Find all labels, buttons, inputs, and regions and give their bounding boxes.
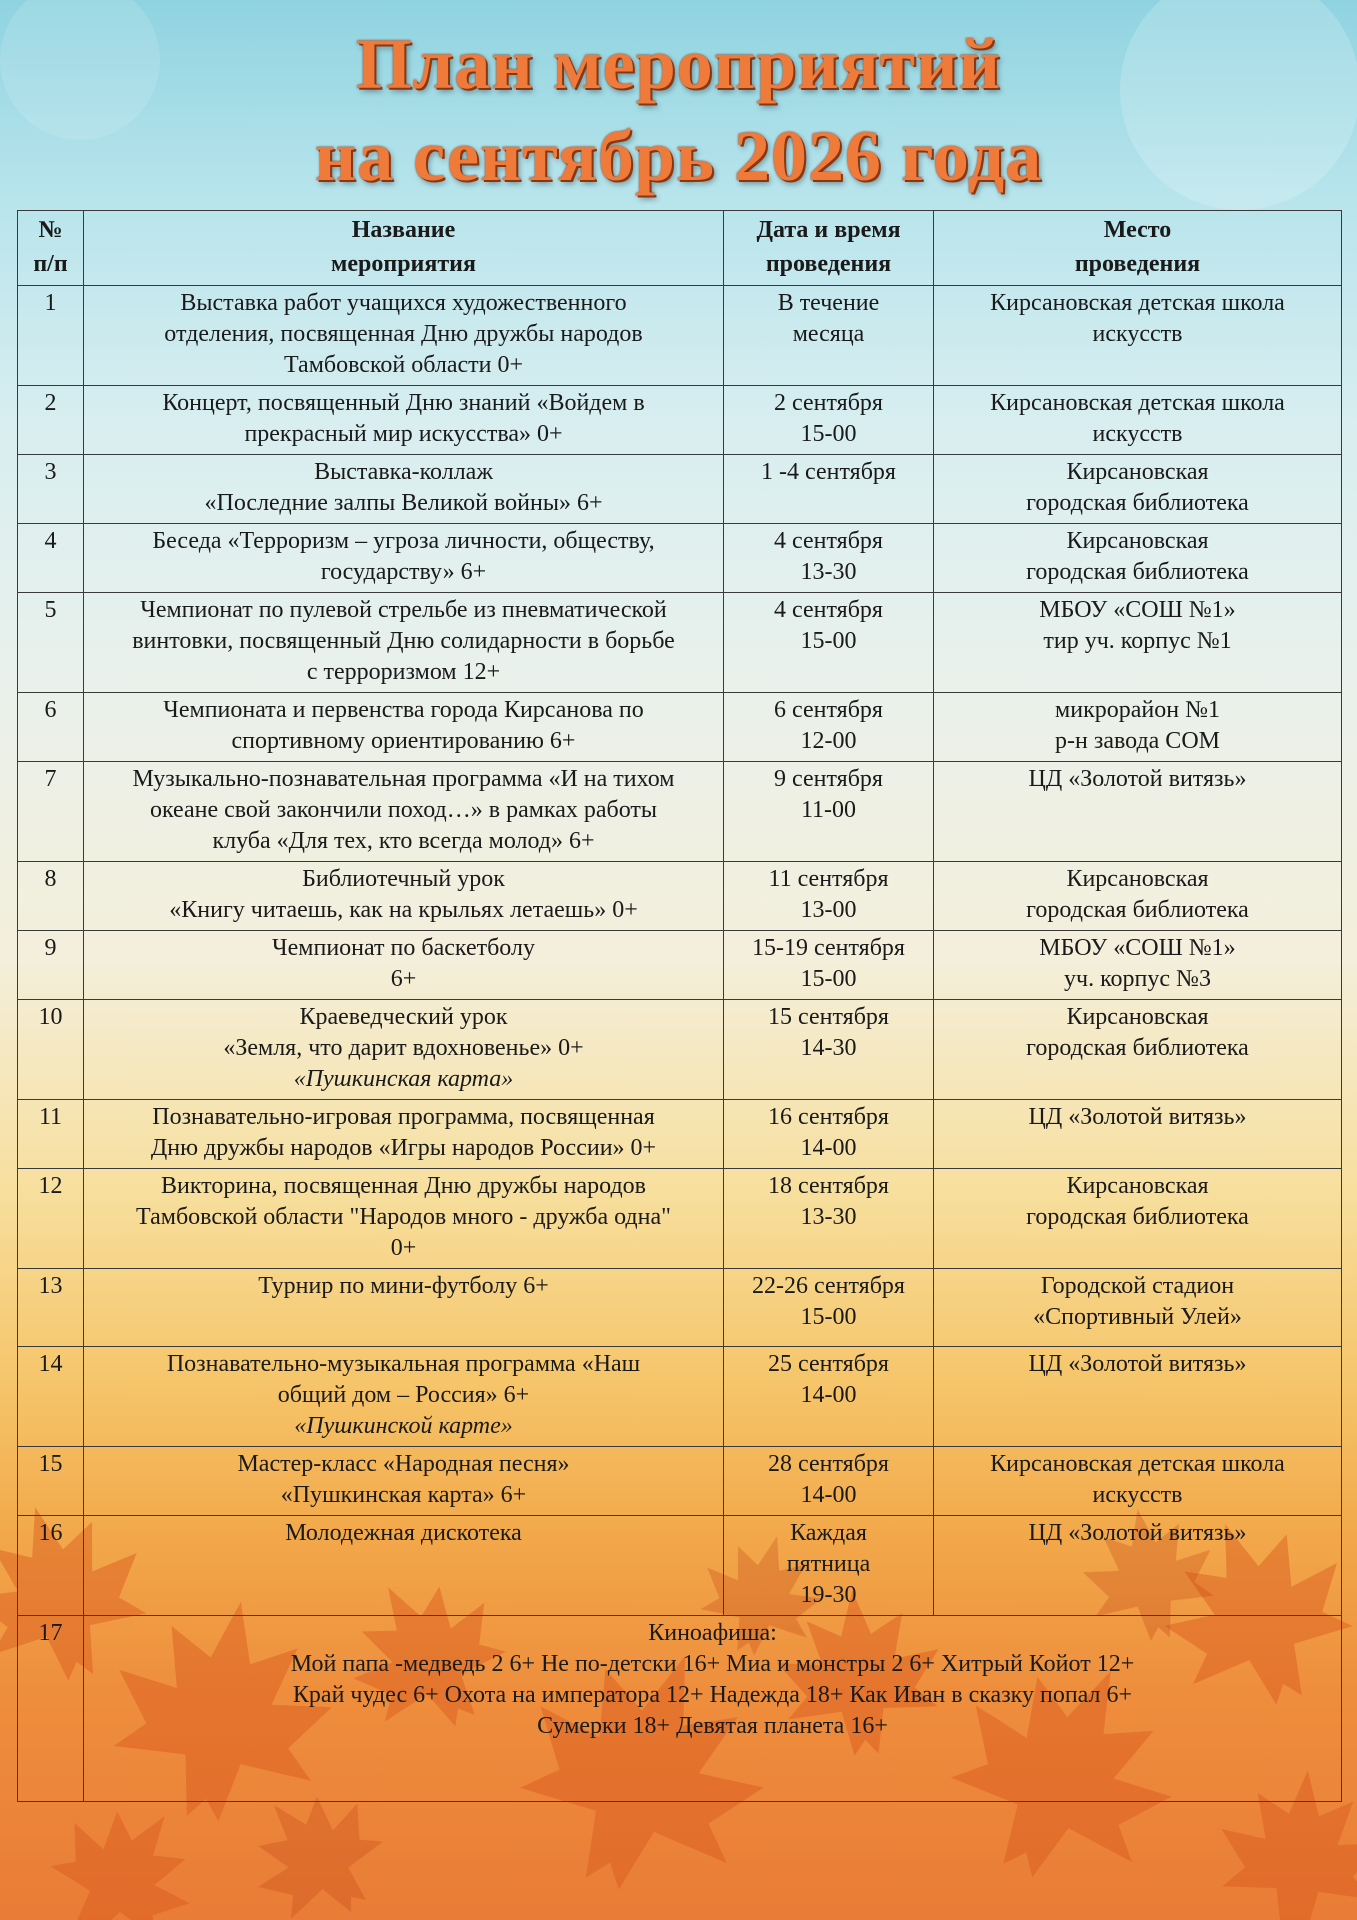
event-name — [84, 1447, 724, 1516]
event-place-line: ЦД «Золотой витязь» — [1028, 1351, 1247, 1377]
event-place — [934, 455, 1342, 524]
event-name-line: Чемпионат по баскетболу — [272, 935, 535, 961]
event-date-line: 25 сентября — [768, 1351, 889, 1377]
event-name — [84, 762, 724, 862]
table-row — [18, 1516, 1342, 1616]
event-name-line: Чемпионата и первенства города Кирсанова по — [163, 697, 644, 723]
event-name — [84, 1000, 724, 1100]
event-place-line: тир уч. корпус №1 — [1043, 628, 1232, 654]
event-date-line: 14-00 — [800, 1135, 857, 1161]
event-place-line: Кирсановская детская школа — [990, 1451, 1285, 1477]
header-name-line: Название — [351, 217, 456, 243]
header-name — [84, 211, 724, 286]
row-num: 5 — [18, 593, 84, 693]
event-name-line: «Земля, что дарит вдохновенье» 0+ — [223, 1035, 584, 1061]
event-name-line: Дню дружбы народов «Игры народов России» 0+ — [150, 1135, 657, 1161]
event-date-line: 28 сентября — [768, 1451, 889, 1477]
row-num: 13 — [18, 1269, 84, 1347]
event-date — [724, 1000, 934, 1100]
event-place — [934, 931, 1342, 1000]
event-place-line: уч. корпус №3 — [1064, 966, 1211, 992]
row-num: 4 — [18, 524, 84, 593]
event-place — [934, 1447, 1342, 1516]
table-row — [18, 1000, 1342, 1100]
header-date-line: Дата и время — [756, 217, 901, 243]
event-date-line: 11 сентября — [768, 866, 889, 892]
event-place-line: искусств — [1092, 1482, 1183, 1508]
event-name-line: Выставка работ учащихся художественного — [180, 290, 627, 316]
row-num: 16 — [18, 1516, 84, 1616]
table-row — [18, 931, 1342, 1000]
event-name — [84, 1100, 724, 1169]
event-place — [934, 524, 1342, 593]
event-name-line: Концерт, посвященный Дню знаний «Войдем в — [162, 390, 645, 416]
cinema-num: 17 — [18, 1616, 84, 1802]
event-name — [84, 862, 724, 931]
event-name-line: Библиотечный урок — [302, 866, 505, 892]
event-name-line: спортивному ориентированию 6+ — [231, 728, 576, 754]
row-num: 1 — [18, 286, 84, 386]
event-place — [934, 386, 1342, 455]
event-name — [84, 1347, 724, 1447]
header-place — [934, 211, 1342, 286]
event-date — [724, 455, 934, 524]
event-name — [84, 286, 724, 386]
event-date — [724, 593, 934, 693]
row-num: 7 — [18, 762, 84, 862]
row-num: 6 — [18, 693, 84, 762]
header-num — [18, 211, 84, 286]
event-name — [84, 455, 724, 524]
event-date-line: 2 сентября — [774, 390, 883, 416]
event-date-line: 13-00 — [800, 897, 857, 923]
row-num: 8 — [18, 862, 84, 931]
event-place-line: ЦД «Золотой витязь» — [1028, 1104, 1247, 1130]
event-date-line: 16 сентября — [768, 1104, 889, 1130]
event-place-line: «Спортивный Улей» — [1033, 1304, 1242, 1330]
event-name-line: Выставка-коллаж — [314, 459, 493, 485]
event-name-line: «Пушкинская карта» 6+ — [280, 1482, 527, 1508]
event-place-line: ЦД «Золотой витязь» — [1028, 766, 1247, 792]
cinema-films-line: Мой папа -медведь 2 6+ Не по-детски 16+ Миа и монстры 2 6+ Хитрый Койот 12+ — [290, 1651, 1135, 1677]
pushkin-card-note: «Пушкинской карте» — [294, 1413, 513, 1439]
event-place — [934, 1000, 1342, 1100]
event-date-line: 1 -4 сентября — [761, 459, 896, 485]
event-date-line: пятница — [786, 1551, 871, 1577]
event-name — [84, 693, 724, 762]
event-place — [934, 1347, 1342, 1447]
event-date-line: 18 сентября — [768, 1173, 889, 1199]
table-row — [18, 1169, 1342, 1269]
table-row — [18, 286, 1342, 386]
event-date-line: 4 сентября — [774, 528, 883, 554]
row-num: 15 — [18, 1447, 84, 1516]
header-num-line: № — [38, 217, 63, 243]
event-date-line: 14-00 — [800, 1382, 857, 1408]
event-name — [84, 593, 724, 693]
row-num: 11 — [18, 1100, 84, 1169]
event-date-line: 14-30 — [800, 1035, 857, 1061]
event-place-line: ЦД «Золотой витязь» — [1028, 1520, 1247, 1546]
event-date-line: 15-00 — [800, 421, 857, 447]
event-name — [84, 1169, 724, 1269]
event-place-line: Кирсановская — [1066, 459, 1209, 485]
event-place-line: городская библиотека — [1026, 490, 1249, 516]
cinema-films-line: Сумерки 18+ Девятая планета 16+ — [537, 1713, 888, 1739]
event-name-line: Молодежная дискотека — [285, 1520, 522, 1546]
table-row — [18, 1100, 1342, 1169]
event-place-line: Кирсановская — [1066, 528, 1209, 554]
event-name-line: Познавательно-игровая программа, посвященная — [152, 1104, 655, 1130]
event-date-line: 19-30 — [800, 1582, 857, 1608]
event-place-line: МБОУ «СОШ №1» — [1039, 597, 1236, 623]
event-date — [724, 1447, 934, 1516]
event-date — [724, 862, 934, 931]
event-date-line: 12-00 — [800, 728, 857, 754]
event-name — [84, 1516, 724, 1616]
event-date — [724, 1347, 934, 1447]
event-name-line: Познавательно-музыкальная программа «Наш — [166, 1351, 641, 1377]
pushkin-card-note: «Пушкинская карта» — [293, 1066, 514, 1092]
event-name-line: Викторина, посвященная Дню дружбы народов — [160, 1173, 647, 1199]
event-date — [724, 286, 934, 386]
table-row — [18, 1447, 1342, 1516]
row-num: 14 — [18, 1347, 84, 1447]
event-name-line: 0+ — [390, 1235, 417, 1261]
event-date — [724, 1516, 934, 1616]
title-line-2: на сентябрь 2026 года — [314, 116, 1043, 196]
event-name — [84, 1269, 724, 1347]
cinema-heading: Киноафиша: — [648, 1620, 777, 1646]
event-place — [934, 286, 1342, 386]
event-name-line: 6+ — [390, 966, 417, 992]
event-place — [934, 762, 1342, 862]
header-date — [724, 211, 934, 286]
page-title — [0, 18, 1357, 202]
table-row — [18, 693, 1342, 762]
event-place-line: городская библиотека — [1026, 897, 1249, 923]
event-name-line: Беседа «Терроризм – угроза личности, обществу, — [152, 528, 655, 554]
event-place-line: городская библиотека — [1026, 1035, 1249, 1061]
cinema-cell — [84, 1616, 1342, 1802]
event-date — [724, 693, 934, 762]
row-num: 10 — [18, 1000, 84, 1100]
events-table — [17, 210, 1342, 1802]
table-row — [18, 524, 1342, 593]
event-name — [84, 931, 724, 1000]
table-row — [18, 593, 1342, 693]
event-date-line: 11-00 — [800, 797, 857, 823]
event-name-line: Тамбовской области "Народов много - дружба одна" — [136, 1204, 671, 1230]
event-place — [934, 862, 1342, 931]
event-date-line: 6 сентября — [774, 697, 883, 723]
header-date-line: проведения — [765, 251, 892, 277]
event-date — [724, 1169, 934, 1269]
event-date-line: 15-00 — [800, 628, 857, 654]
event-name-line: Турнир по мини-футболу 6+ — [258, 1273, 549, 1299]
event-name-line: отделения, посвященная Дню дружбы народов — [164, 321, 643, 347]
event-date-line: месяца — [792, 321, 865, 347]
event-date-line: 15-00 — [800, 966, 857, 992]
event-place — [934, 1100, 1342, 1169]
row-num: 9 — [18, 931, 84, 1000]
event-place-line: Кирсановская детская школа — [990, 390, 1285, 416]
event-name-line: «Последние залпы Великой войны» 6+ — [204, 490, 603, 516]
header-name-line: мероприятия — [331, 251, 476, 277]
event-place-line: Кирсановская детская школа — [990, 290, 1285, 316]
event-place — [934, 693, 1342, 762]
event-place — [934, 593, 1342, 693]
cinema-row — [18, 1616, 1342, 1802]
event-date — [724, 1269, 934, 1347]
row-num: 12 — [18, 1169, 84, 1269]
event-place — [934, 1169, 1342, 1269]
event-name-line: «Книгу читаешь, как на крыльях летаешь» 0+ — [169, 897, 638, 923]
event-date-line: 14-00 — [800, 1482, 857, 1508]
title-line-1: План мероприятий — [355, 24, 1002, 104]
event-place-line: городская библиотека — [1026, 1204, 1249, 1230]
event-date-line: 9 сентября — [774, 766, 883, 792]
event-date — [724, 524, 934, 593]
event-name-line: океане свой закончили поход…» в рамках работы — [149, 797, 658, 823]
event-name-line: клуба «Для тех, кто всегда молод» 6+ — [212, 828, 595, 854]
event-place — [934, 1516, 1342, 1616]
event-name-line: государству» 6+ — [320, 559, 487, 585]
table-row — [18, 862, 1342, 931]
event-place-line: Кирсановская — [1066, 1173, 1209, 1199]
event-name-line: общий дом – Россия» 6+ — [277, 1382, 530, 1408]
event-name — [84, 524, 724, 593]
event-date-line: 15 сентября — [768, 1004, 889, 1030]
event-date — [724, 931, 934, 1000]
event-date-line: Каждая — [790, 1520, 867, 1546]
event-place-line: Кирсановская — [1066, 866, 1209, 892]
event-name — [84, 386, 724, 455]
event-date-line: 15-00 — [800, 1304, 857, 1330]
event-name-line: с терроризмом 12+ — [306, 659, 501, 685]
row-num: 2 — [18, 386, 84, 455]
event-place-line: искусств — [1092, 421, 1183, 447]
event-place-line: микрорайон №1 — [1055, 697, 1220, 723]
event-name-line: винтовки, посвященный Дню солидарности в борьбе — [132, 628, 675, 654]
event-date-line: 22-26 сентября — [752, 1273, 905, 1299]
table-row — [18, 1269, 1342, 1347]
event-place-line: Городской стадион — [1040, 1273, 1235, 1299]
table-row — [18, 455, 1342, 524]
event-place-line: Кирсановская — [1066, 1004, 1209, 1030]
event-place-line: искусств — [1092, 321, 1183, 347]
event-name-line: Мастер-класс «Народная песня» — [237, 1451, 570, 1477]
header-place-line: проведения — [1074, 251, 1201, 277]
event-name-line: Краеведческий урок — [299, 1004, 508, 1030]
event-name-line: прекрасный мир искусства» 0+ — [244, 421, 563, 447]
event-date-line: 13-30 — [800, 559, 857, 585]
table-row — [18, 386, 1342, 455]
event-place — [934, 1269, 1342, 1347]
event-name-line: Тамбовской области 0+ — [283, 352, 523, 378]
event-place-line: р-н завода СОМ — [1055, 728, 1220, 754]
header-place-line: Место — [1103, 217, 1172, 243]
event-date-line: 13-30 — [800, 1204, 857, 1230]
table-row — [18, 762, 1342, 862]
event-name-line: Музыкально-познавательная программа «И на тихом — [132, 766, 675, 792]
header-num-line: п/п — [33, 251, 68, 277]
event-date — [724, 386, 934, 455]
event-date-line: В течение — [777, 290, 880, 316]
cinema-films-line: Край чудес 6+ Охота на императора 12+ Надежда 18+ Как Иван в сказку попал 6+ — [292, 1682, 1133, 1708]
table-header-row — [18, 211, 1342, 286]
event-date — [724, 1100, 934, 1169]
event-date-line: 4 сентября — [774, 597, 883, 623]
event-date-line: 15-19 сентября — [752, 935, 905, 961]
event-place-line: МБОУ «СОШ №1» — [1039, 935, 1236, 961]
row-num: 3 — [18, 455, 84, 524]
table-row — [18, 1347, 1342, 1447]
event-date — [724, 762, 934, 862]
event-name-line: Чемпионат по пулевой стрельбе из пневматической — [140, 597, 667, 623]
event-place-line: городская библиотека — [1026, 559, 1249, 585]
